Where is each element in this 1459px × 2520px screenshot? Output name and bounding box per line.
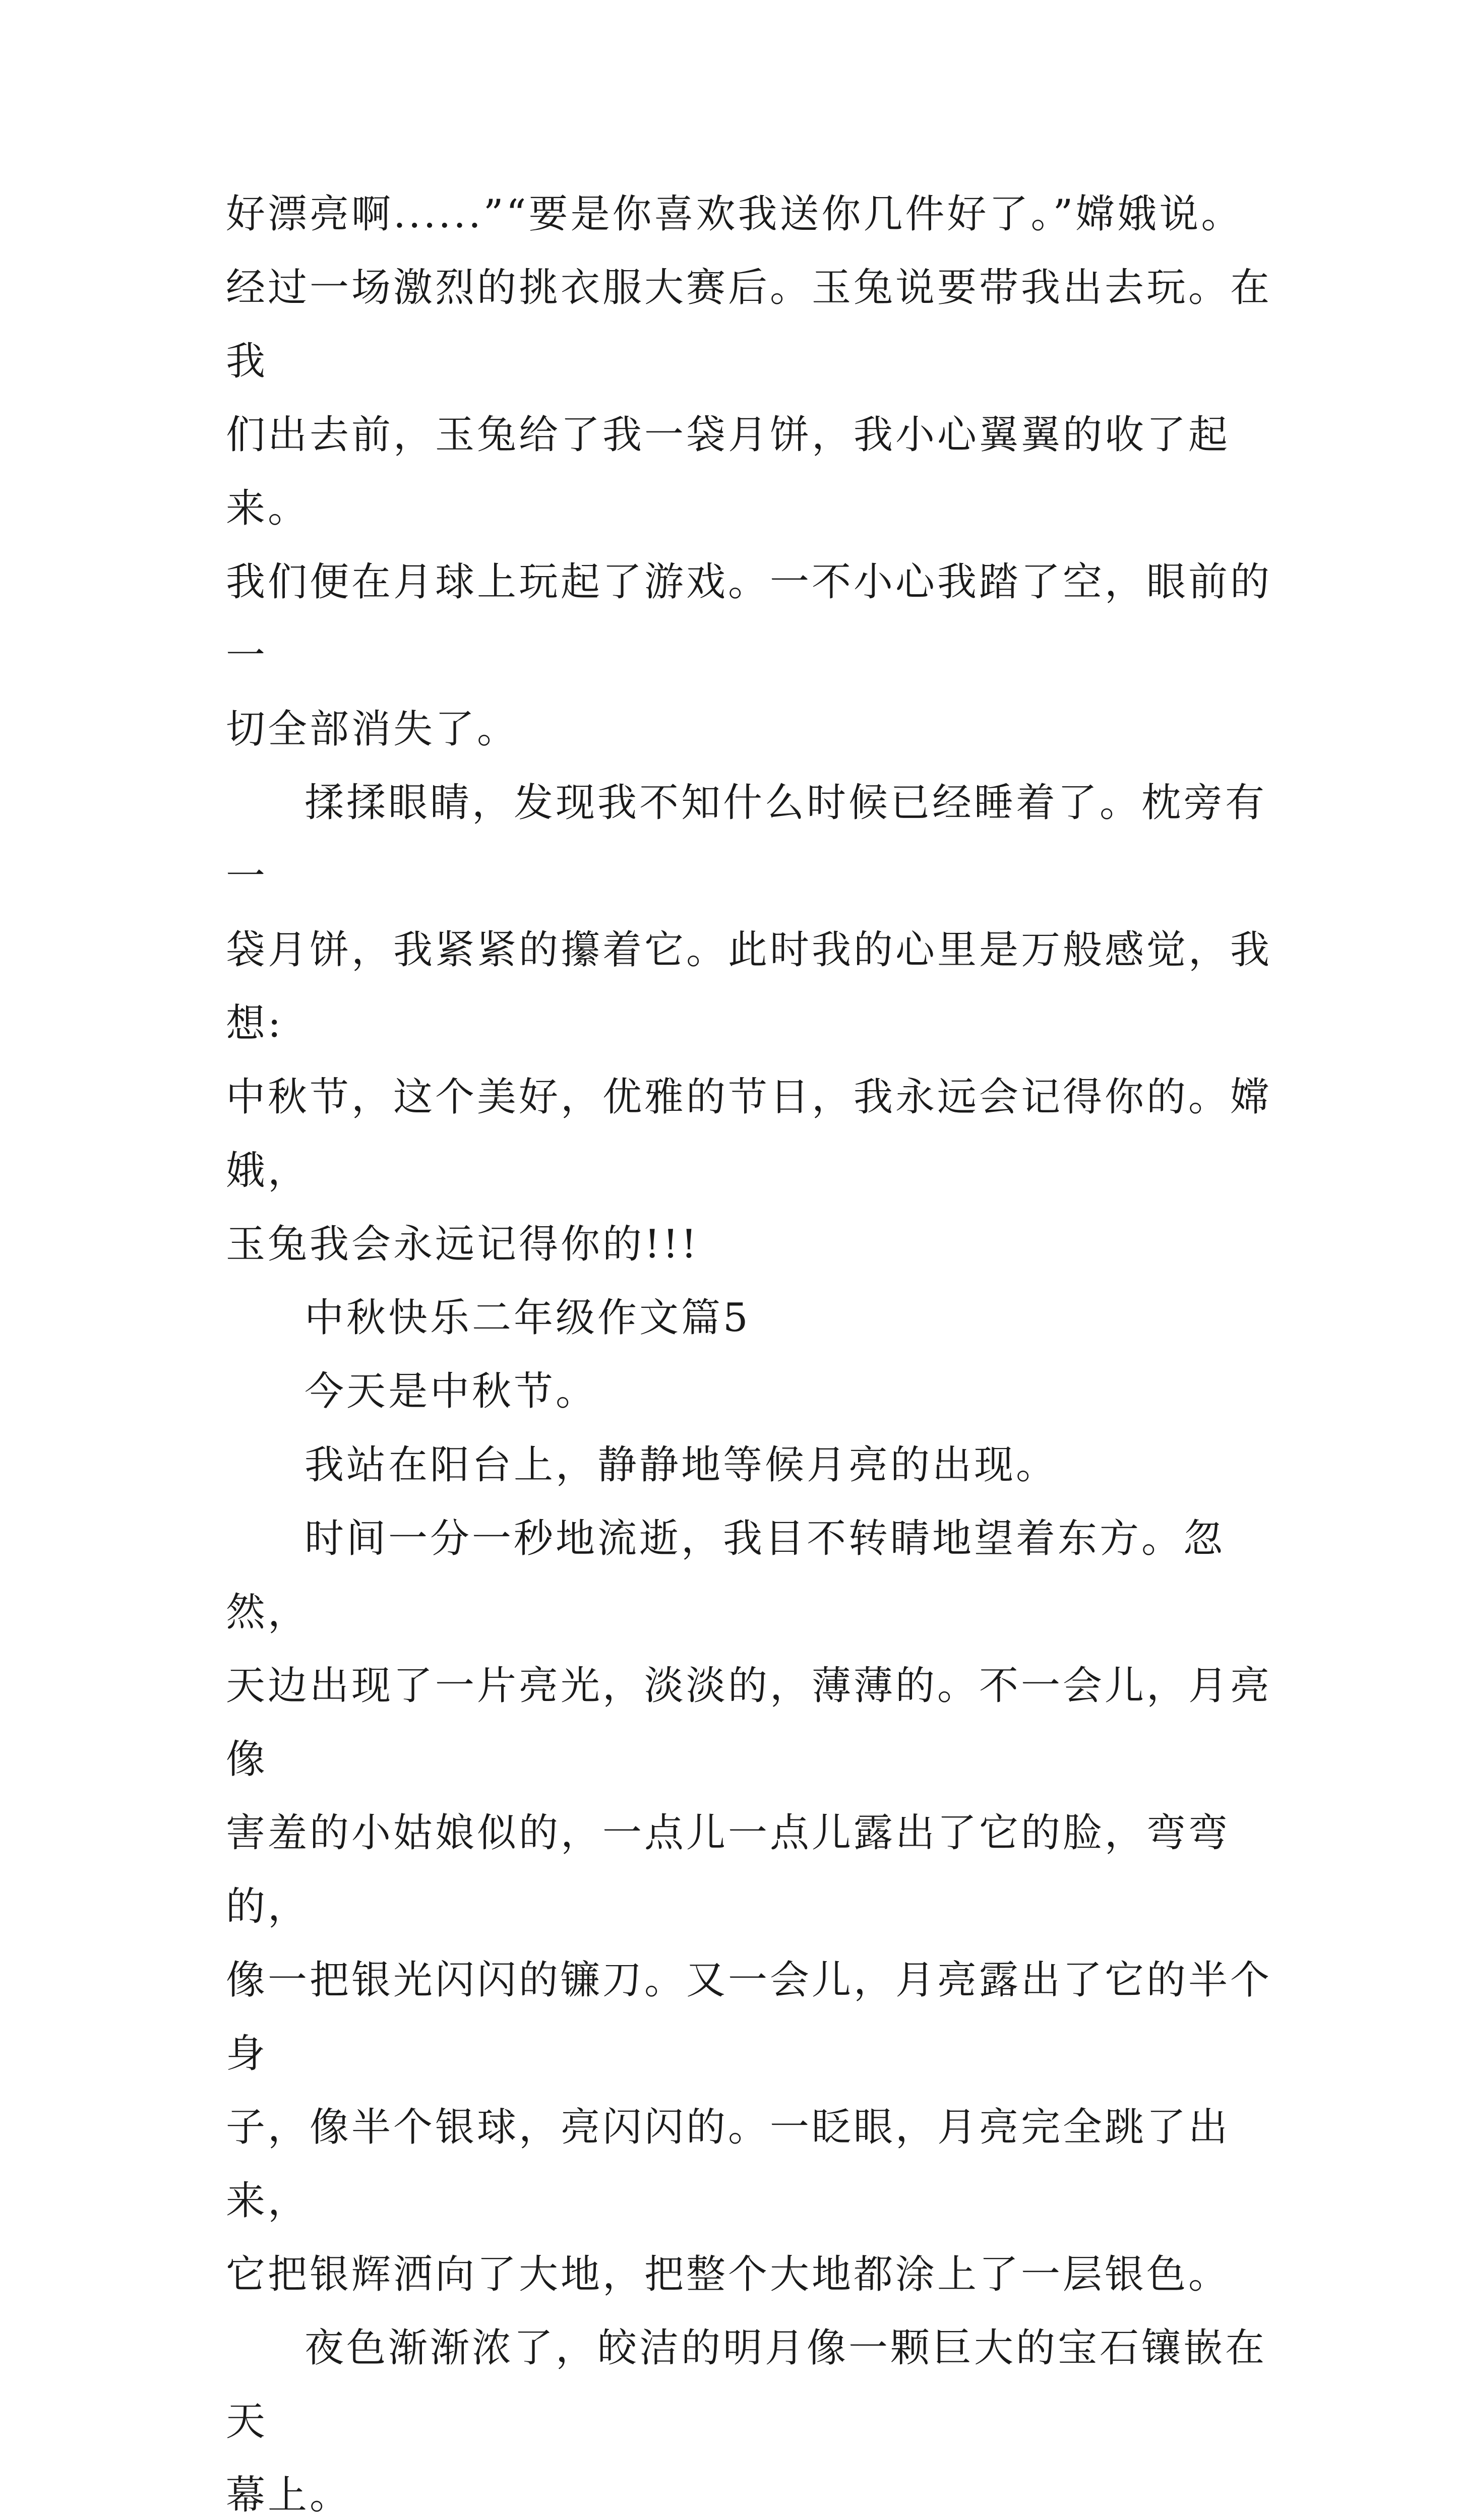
text-line: 揉揉眼睛，发现我不知什么时候已经睡着了。枕旁有一 (226, 780, 1267, 899)
text-line: 中秋节，这个美好，优雅的节日，我永远会记得你的。嫦娥， (226, 1075, 1272, 1193)
paragraph-7 (226, 2311, 1274, 2520)
text-line: 我站在阳台上，静静地等候月亮的出现。 (305, 1442, 1058, 1488)
text-line: 中秋快乐二年级作文篇5 (305, 1295, 751, 1341)
paragraph-4 (226, 1355, 1274, 1428)
text-line: 幕上。 (226, 2473, 352, 2518)
text-line: 时间一分一秒地流逝，我目不转睛地望着东方。忽然， (226, 1516, 1226, 1635)
text-line: 经过一场激烈的挑衣服大赛后。玉兔说要带我出去玩。在我 (226, 265, 1272, 384)
text-line: 夜色渐渐浓了，皎洁的明月像一颗巨大的宝石镶嵌在天 (226, 2325, 1267, 2444)
section-heading (226, 1281, 1274, 1355)
text-line: 袋月饼，我紧紧的攥着它。此时我的心里是万般感觉，我想: (226, 927, 1272, 1046)
text-line: 像一把银光闪闪的镰刀。又一会儿，月亮露出了它的半个身 (226, 1958, 1272, 2076)
text-line: 玉兔我会永远记得你的!!! (226, 1222, 700, 1267)
paragraph-6 (226, 1502, 1274, 2311)
paragraph-5 (226, 1428, 1274, 1502)
text-line: 好漂亮啊......”“要是你喜欢我送你几件好了。”嫦娥说。 (226, 192, 1243, 237)
text-line: 今天是中秋节。 (305, 1369, 598, 1414)
paragraph-2 (226, 766, 1274, 1281)
text-line: 我们便在月球上玩起了游戏。一不小心我踏了空，眼前的一 (226, 559, 1272, 678)
text-line: 它把银辉洒向了大地，把整个大地都涂上了一层银色。 (226, 2252, 1231, 2297)
essay-body (226, 177, 1274, 2520)
paragraph-1 (226, 177, 1274, 766)
text-line: 害羞的小姑娘似的，一点儿一点儿露出了它的脸，弯弯的， (226, 1810, 1231, 1929)
text-line: 们出去前，玉兔给了我一袋月饼，我小心翼翼的收了起来。 (226, 412, 1231, 531)
text-line: 子，像半个银球，亮闪闪的。一眨眼，月亮完全跳了出来， (226, 2105, 1231, 2224)
text-line: 天边出现了一片亮光，淡淡的，薄薄的。不一会儿，月亮像 (226, 1663, 1272, 1782)
text-line: 切全部消失了。 (226, 707, 519, 752)
